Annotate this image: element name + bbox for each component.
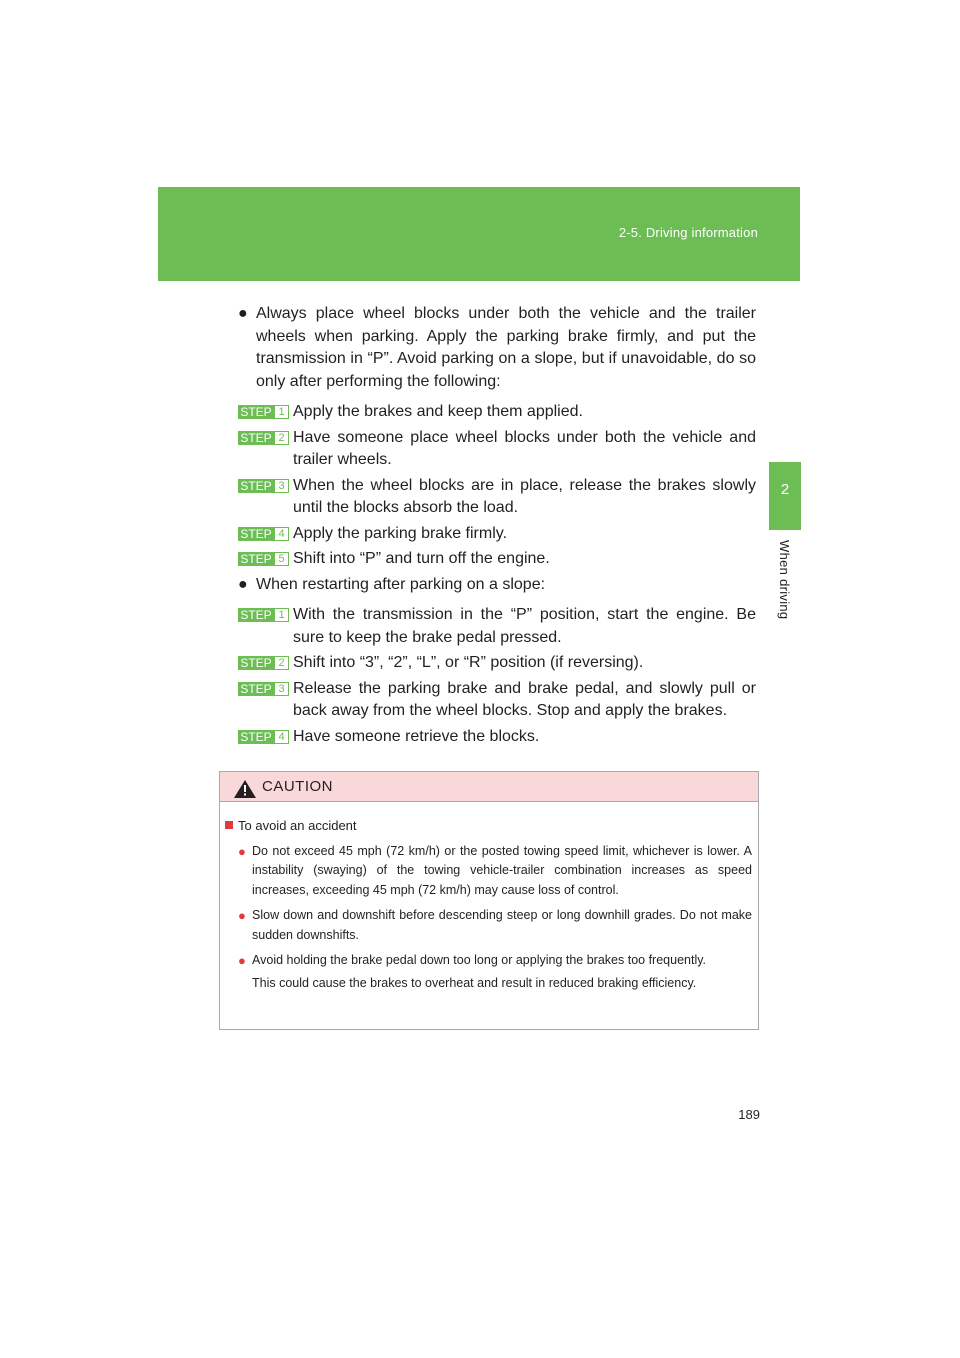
step-badge (238, 405, 289, 419)
red-bullet-icon: ● (238, 843, 246, 859)
caution-item-text: Slow down and downshift before descending steep or long downhill grades. Do not make sudden downshifts. (252, 908, 752, 942)
page-number: 189 (738, 1107, 760, 1122)
step-badge-label: STEP (238, 608, 274, 622)
step-badge-number: 3 (274, 682, 289, 696)
step-badge-number: 4 (274, 730, 289, 744)
caution-item-text: Avoid holding the brake pedal down too long or applying the brakes too frequently. (252, 953, 707, 967)
step-text: When the wheel blocks are in place, release the brakes slowly until the blocks absorb the load. (293, 476, 756, 516)
step-item (238, 475, 756, 520)
step-text: Release the parking brake and brake pedal, and slowly pull or back away from the wheel blocks. Stop and apply the brakes. (293, 679, 756, 719)
step-badge-number: 3 (274, 479, 289, 493)
chapter-number: 2 (780, 481, 790, 498)
caution-title: CAUTION (262, 778, 333, 795)
step-item (238, 604, 756, 649)
step-badge (238, 656, 289, 670)
bullet-text: Always place wheel blocks under both the vehicle and the trailer wheels when parking. Apply the parking brake firmly, and put the transmission in “P”. Avoid parking on a slope, but if unavoidable, do so only after performing the following: (256, 305, 756, 390)
bullet-dot-icon: ● (238, 305, 248, 322)
bullet-parking (238, 303, 756, 393)
section-header-bar (158, 187, 800, 281)
warning-triangle-icon (234, 780, 256, 798)
step-item (238, 678, 756, 723)
step-badge (238, 479, 289, 493)
caution-heading-text: To avoid an accident (238, 818, 357, 833)
step-badge (238, 431, 289, 445)
step-text: Shift into “P” and turn off the engine. (293, 550, 550, 567)
step-text: Have someone place wheel blocks under both the vehicle and trailer wheels. (293, 428, 756, 468)
step-item (238, 548, 756, 571)
parking-steps (238, 401, 756, 571)
step-badge-number: 4 (274, 527, 289, 541)
red-bullet-icon: ● (238, 908, 246, 923)
step-badge-label: STEP (238, 682, 274, 696)
step-item (238, 401, 756, 424)
step-badge-label: STEP (238, 730, 274, 744)
step-badge (238, 730, 289, 744)
caution-item-text: Do not exceed 45 mph (72 km/h) or the posted towing speed limit, whichever is lower. A instability (swaying) of the towing vehicle-trailer combination increases as speed increases, exceeding 45 mph (72 km/h) may cause loss of control. (252, 843, 752, 897)
caution-note: This could cause the brakes to overheat and result in reduced braking efficiency. (252, 975, 697, 990)
step-badge-number: 1 (274, 405, 289, 419)
caution-item (225, 842, 752, 901)
bullet-dot-icon: ● (238, 575, 248, 593)
step-badge-label: STEP (238, 405, 274, 419)
step-text: Apply the brakes and keep them applied. (293, 403, 583, 420)
step-badge-number: 2 (274, 656, 289, 670)
step-text: Apply the parking brake firmly. (293, 524, 508, 542)
step-item (238, 652, 756, 675)
restart-steps (238, 604, 756, 748)
chapter-label-container (769, 540, 801, 640)
caution-item (225, 951, 752, 971)
step-badge-label: STEP (238, 431, 274, 445)
section-title: 2-5. Driving information (618, 225, 758, 240)
chapter-tab (769, 462, 801, 530)
step-badge (238, 527, 289, 541)
bullet-restart (238, 574, 756, 597)
step-item (238, 523, 756, 546)
caution-header (220, 772, 758, 802)
step-badge-label: STEP (238, 479, 274, 493)
step-item (238, 427, 756, 472)
caution-item (225, 906, 752, 945)
step-badge (238, 682, 289, 696)
caution-heading (225, 816, 752, 836)
step-badge-label: STEP (238, 656, 274, 670)
step-badge (238, 608, 289, 622)
step-item (238, 726, 756, 749)
caution-box (219, 771, 759, 1030)
main-content (238, 303, 756, 751)
step-badge (238, 552, 289, 566)
step-badge-label: STEP (238, 527, 274, 541)
chapter-label: When driving (777, 540, 792, 620)
bullet-text: When restarting after parking on a slope: (256, 575, 546, 593)
step-text: With the transmission in the “P” position, start the engine. Be sure to keep the brake pedal pressed. (293, 606, 756, 646)
red-square-icon (225, 821, 233, 829)
caution-body (220, 802, 758, 993)
step-badge-number: 2 (274, 431, 289, 445)
step-text: Have someone retrieve the blocks. (293, 727, 540, 745)
step-badge-label: STEP (238, 552, 274, 566)
red-bullet-icon: ● (238, 953, 246, 968)
step-text: Shift into “3”, “2”, “L”, or “R” position (if reversing). (293, 654, 644, 671)
step-badge-number: 1 (274, 608, 289, 622)
step-badge-number: 5 (274, 552, 289, 566)
